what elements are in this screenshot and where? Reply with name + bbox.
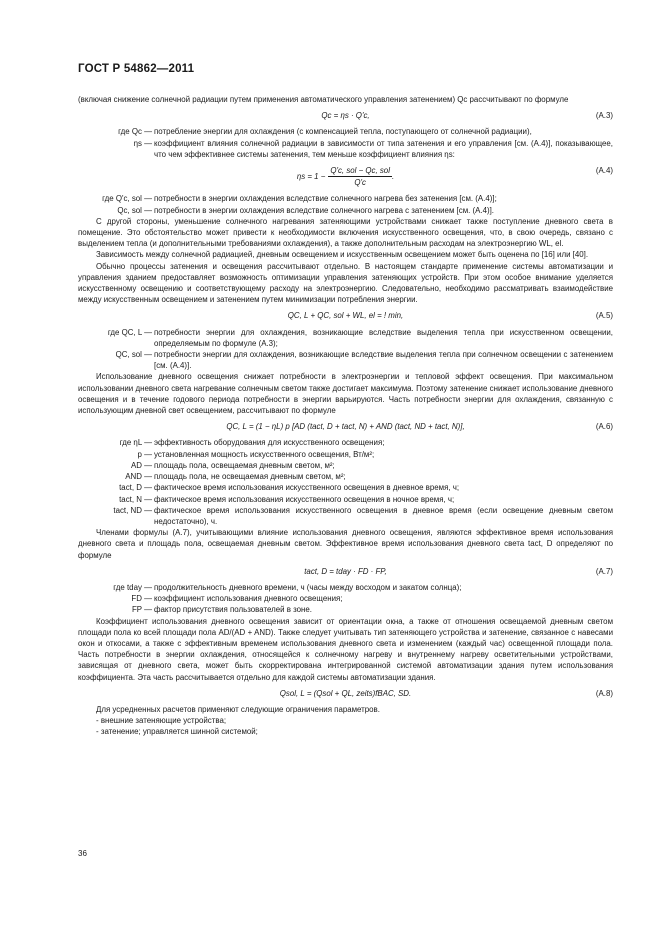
definition-symbol: QC, sol — [115, 350, 152, 360]
definition-text: эффективность оборудования для искусственного освещения; [154, 438, 385, 448]
paragraph: Членами формулы (А.7), учитывающими влияние использования дневного освещения, являются эффективное время использования дневного света и площадь пола, освещаемая дневным светом. Эффективное время использования дневного света tact, D определяют по формуле [78, 528, 613, 560]
paragraph: Для усредненных расчетов применяют следующие ограничения параметров. [96, 704, 380, 714]
definition-text: потребности в энергии охлаждения вследствие солнечного нагрева с затенением [см. (А.4)]. [154, 205, 494, 215]
formula-number: (А.8) [595, 688, 613, 698]
definition-list [78, 126, 613, 160]
formula-number: (А.5) [595, 311, 613, 321]
formula-expression: tact, D = tday · FD · FP, [304, 566, 387, 576]
formula-number: (А.4) [595, 166, 613, 176]
definition-list [78, 193, 613, 215]
definition-text: площадь пола, освещаемая дневным светом, м²; [154, 460, 335, 470]
paragraph: Зависимость между солнечной радиацией, дневным освещением и искусственным освещением может быть оценена по [16] или [40]. [96, 250, 589, 260]
formula-number: (А.7) [595, 566, 613, 576]
formula [78, 688, 613, 699]
definition-symbol: tact, D — [119, 483, 152, 493]
paragraph: Использование дневного освещения снижает потребности в электроэнергии и тепловой эффект освещения. При максимальном использовании дневного света нагревание солнечным светом также достигает максимума. Поэтому затенение снижает использование дневного освещения и в течение годового периода потребности в энергии варьируются. Часть потребности энергии для охлаждения, связанную с использующим дневной свет освещением, рассчитывают по формуле [78, 372, 613, 416]
definition-symbol: p — [137, 449, 152, 459]
definition-text: потребности энергии для охлаждения, возникающие вследствие выделения тепла при искусственном освещении, определяемым по формуле (А.3); [154, 327, 613, 348]
definition-text: фактическое время использования искусственного освещения в дневное время (если освещение дневным светом недостаточно), ч. [154, 505, 613, 526]
formula [78, 310, 613, 321]
formula-fraction [328, 165, 395, 188]
definition-text: фактическое время использования искусственного освещения в ночное время, ч; [154, 494, 455, 504]
definition-text: коэффициент влияния солнечной радиации в зависимости от типа затенения и его управления [см. (А.4)], показывающее, что чем эффективнее системы затенения, тем меньше коэффициент влияния ηs: [154, 138, 613, 159]
list-item: - затенение; управляется шинной системой; [96, 727, 258, 737]
paragraph: Обычно процессы затенения и освещения рассчитывают отдельно. В настоящем стандарте применение системы автоматизации и управления зданием предоставляет возможность оптимизации управления затеняющих устройств. При этом особое внимание уделяется искусственному освещению и соответствующему расходу на электроэнергию. Следовательно, необходимо рассматривать взаимодействие между искусственным освещением и затенением путем минимизации потребления энергии. [78, 261, 613, 305]
formula-expression: Qsol, L = (Qsol + QL, zeits)fBAC, SD. [279, 688, 412, 698]
formula [78, 110, 613, 121]
definition-symbol: где tday — [113, 582, 152, 592]
definition-symbol: где Q'c, sol — [102, 194, 152, 204]
definition-symbol: tact, N — [119, 494, 152, 504]
formula-expression: Qc = ηs · Q'c, [321, 111, 370, 121]
paragraph: Коэффициент использования дневного освещения зависит от ориентации окна, а также от отношения освещаемой дневным светом площади пола ко всей площади пола AD/(AD + AND). Также следует учитывать тип затеняющего устройства и затенение, связанное с навесами окон и откосами, а также с эффективным временем использования дневного света и изменением (каждый час) освещенной площади пола. Часть потребности в энергии охлаждения, относящейся к солнечному нагреву и внутреннему нагреву осветительными устройствами, зависящая от дневного света, может быть скорректирована интегрированной системой автоматизации здания путем использования коэффициента. Эта часть рассчитывается отдельно для каждой системы автоматизации здания. [78, 616, 613, 682]
definition-list [78, 327, 613, 372]
paragraph: (включая снижение солнечной радиации путем применения автоматического управления затенением) Qc рассчитывают по формуле [78, 95, 569, 104]
definition-symbol: Qc, sol — [117, 205, 152, 215]
definition-text: коэффициент использования дневного освещения; [154, 594, 343, 604]
definition-symbol: tact, ND — [113, 505, 152, 515]
formula-lhs: ηs = 1 − [296, 171, 326, 181]
formula-number: (А.6) [595, 422, 613, 432]
formula-number: (А.3) [595, 111, 613, 121]
definition-text: площадь пола, не освещаемая дневным светом, м²; [154, 472, 346, 482]
definition-text: потребление энергии для охлаждения (с компенсацией тепла, поступающего от солнечной радиации), [154, 127, 532, 137]
formula [78, 421, 613, 432]
definition-list [78, 437, 613, 527]
formula [78, 566, 613, 577]
definition-text: установленная мощность искусственного освещения, Вт/м²; [154, 449, 375, 459]
definition-symbol: где QC, L — [107, 327, 152, 337]
definition-symbol: ηs — [133, 138, 152, 148]
formula [78, 165, 613, 188]
definition-text: фактор присутствия пользователей в зоне. [154, 605, 312, 615]
page-number: 36 [78, 849, 87, 858]
definition-symbol: где ηL — [119, 438, 152, 448]
definition-symbol: FP — [131, 605, 152, 615]
definition-list [78, 582, 613, 616]
definition-symbol: AND — [125, 472, 152, 482]
formula-tail: . [391, 171, 395, 181]
definition-text: потребности энергии для охлаждения, возникающие вследствие выделения тепла при солнечном освещении с затенением [см. (А.4)]. [154, 350, 613, 371]
definition-symbol: где Qc — [118, 127, 152, 137]
definition-text: потребности в энергии охлаждения вследствие солнечного нагрева без затенения [см. (А.4)]; [154, 194, 497, 204]
definition-symbol: AD — [130, 460, 152, 470]
definition-text: продолжительность дневного времени, ч (часы между восходом и закатом солнца); [154, 582, 462, 592]
formula-expression: QC, L = (1 − ηL) p [AD (tact, D + tact, N) + AND (tact, ND + tact, N)], [226, 422, 465, 432]
definition-text: фактическое время использования искусственного освещения в дневное время, ч; [154, 483, 460, 493]
document-body [78, 94, 613, 738]
document-header: ГОСТ Р 54862—2011 [78, 63, 195, 75]
fraction-denominator: Q'c [354, 178, 366, 188]
fraction-numerator: Q'c, sol − Qc, sol [328, 165, 392, 177]
paragraph: С другой стороны, уменьшение солнечного нагревания затеняющими устройствами снижает также поступление дневного света в помещение. Это обстоятельство может привести к необходимости включения искусственного освещения, что, в свою очередь, связано с выделением тепла (и дополнительными требованиями охлаждения), а также дополнительным расходам на электроэнергию WL, el. [78, 216, 613, 249]
list-item: - внешние затеняющие устройства; [96, 716, 227, 726]
definition-symbol: FD — [131, 594, 152, 604]
formula-expression: QC, L + QC, sol + WL, el = ! min, [287, 311, 404, 321]
